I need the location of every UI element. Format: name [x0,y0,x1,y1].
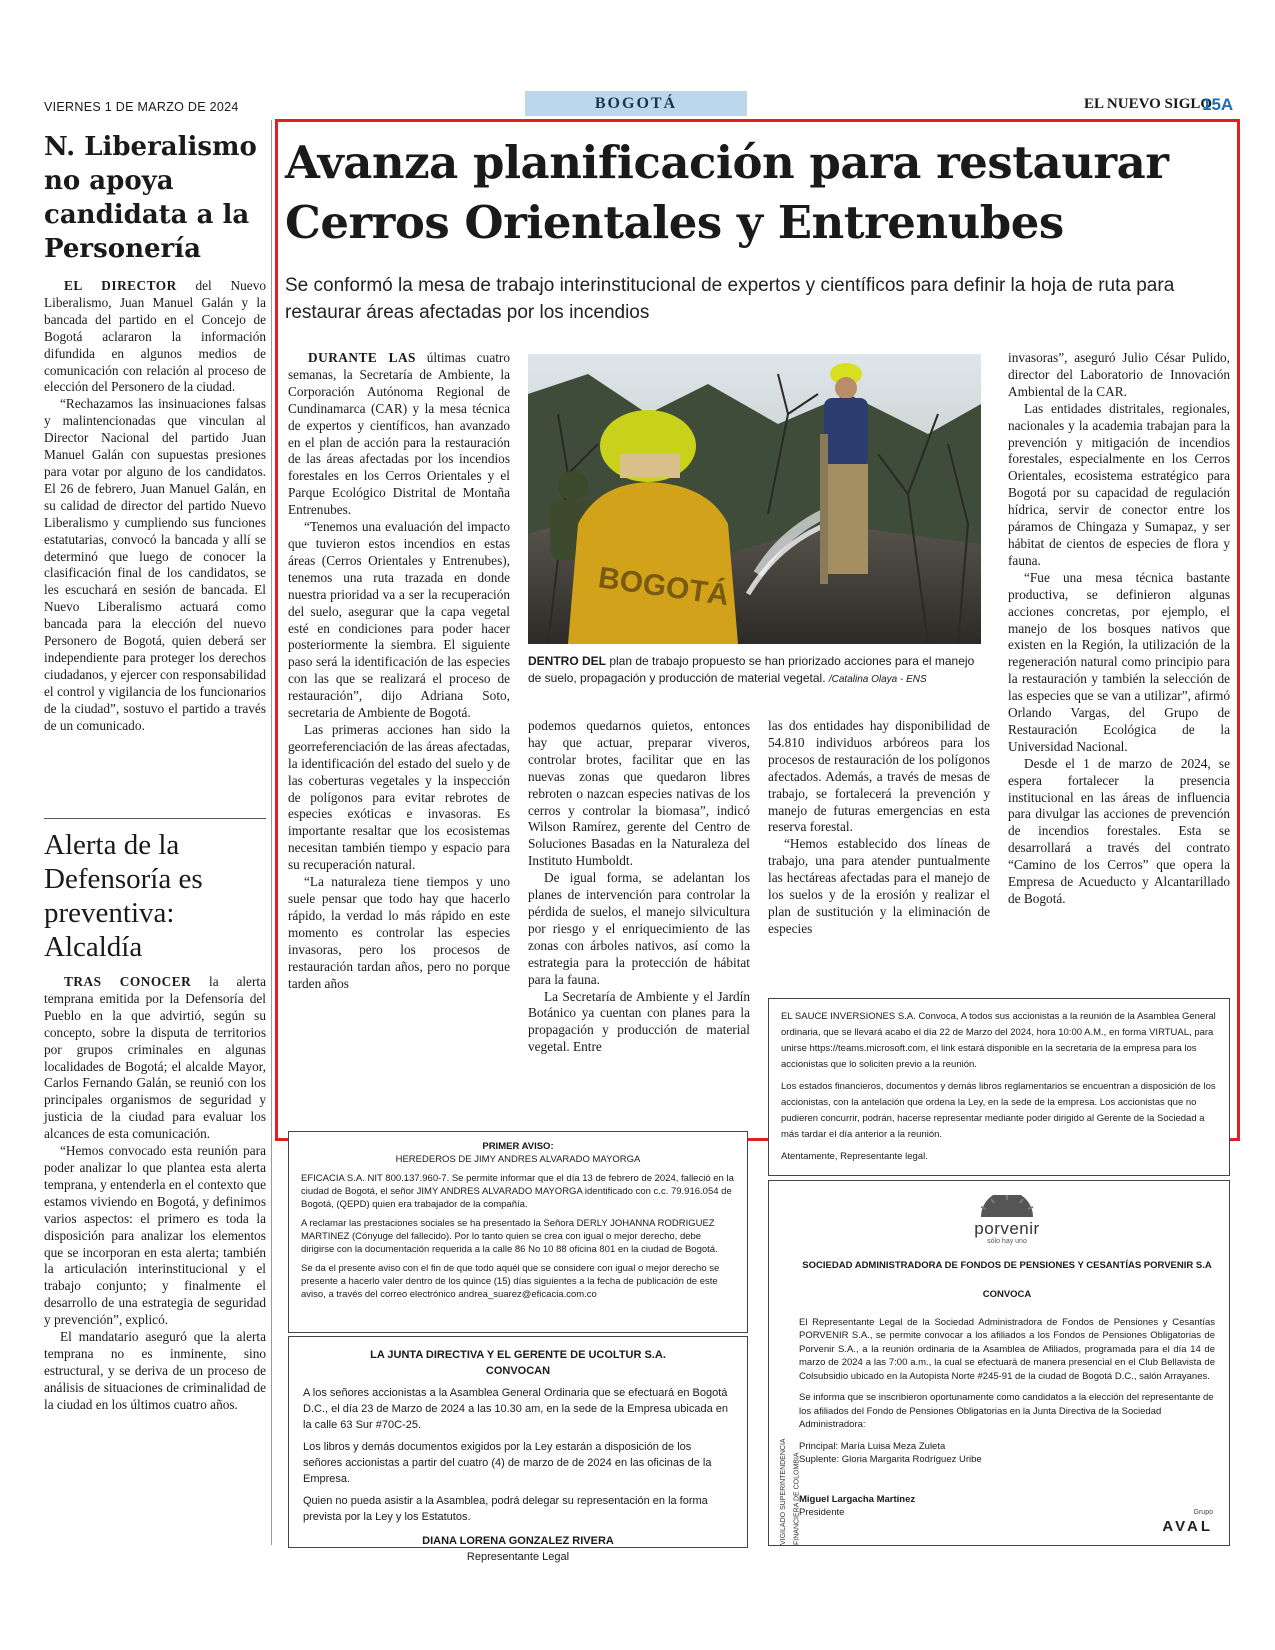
notice-role: Presidente [799,1507,845,1518]
lead-in: DURANTE LAS [308,350,416,365]
aval-group-label: Grupo [1193,1509,1213,1516]
logo-tagline: sólo hay uno [987,1238,1027,1245]
highlight-frame [275,119,1240,1141]
paragraph: invasoras”, aseguró Julio César Pulido, director del Laboratorio de Innovación Ambiental de la CAR. [1008,350,1230,399]
notice-subtitle: CONVOCAN [485,1365,551,1377]
article-alerta-defensoria [44,828,266,1414]
notice-role: Representante Legal [466,1551,570,1563]
paragraph: “Hemos establecido dos líneas de trabajo, una para atender puntualmente las hectáreas afectadas para el manejo de los suelos y de la erosión y realizar el plan de sustitución y la eliminación de especies [768,836,990,936]
article-nuevo-liberalismo [44,130,266,734]
notice-text: A reclamar las prestaciones sociales se ha presentado la Señora DERLY JOHANNA RODRIGUEZ MARTINEZ (Cónyuge del fallecido). Por lo tanto quien se crea con igual o mejor derecho, debe dirigirse con la documentación requerida a la calle 86 No 10 88 oficina 801 en la ciudad de Bogotá. [301,1218,718,1255]
lead-in: TRAS CONOCER [64,974,192,989]
notice-el-sauce [768,998,1230,1176]
paragraph: “Rechazamos las insinuaciones falsas y malintencionadas que vinculan al Director Nacional del partido Juan Manuel Galán con supuestas presiones para votar por alguno de los candidatos. El 26 de febrero, Juan Manuel Galán, en su calidad de director del partido Nuevo Liberalismo y cumpliendo sus funciones estatutarias, convocó la bancada y allí se determinó que luego de conocer la clasificación final de los candidatos, se les escuchará en sesión de bancada. El Nuevo Liberalismo actuará como bancada para la elección del nuevo Personero de Bogotá, quien deberá ser independiente para proteger los derechos ciudadanos, y ejercer con responsabilidad el control y vigilancia de los funcionarios de la ciudad”, sostuvo el partido a través de un comunicado. [44,396,266,733]
jacket-lettering: BOGOTÁ [596,561,732,613]
notice-text: El Representante Legal de la Sociedad Administradora de Fondos de Pensiones y Cesantías PORVENIR S.A., se permite convocar a los afiliados a los Fondos de Pensiones Obligatorias de Porvenir S.A., a la reunión ordinaria de la Asamblea de Afiliados, programada para el día 14 de marzo de 2024 a las 7:00 a.m., la cual se efectuará de manera presencial en el Club Bellavista de Colsubsidio ubicado en la Autopista Norte #245-91 de la ciudad de Bogotá D.C., salón Arrayanes. [799,1316,1215,1382]
paragraph: “Hemos convocado esta reunión para poder analizar lo que plantea esta alerta temprana, y entenderla en el contexto que estamos viviendo en Bogotá, y definimos varios aspectos: el primero es toda la disposición para analizar los elementos que se incorporan en esta alerta; también la articulación interinstitucional y el trabajo conjunto; y finalmente el desarrollo de una estrategia de seguridad y prevención”, explicó. [44,1143,266,1328]
notice-subtitle: HEREDEROS DE JIMY ANDRES ALVARADO MAYORGA [395,1154,641,1165]
notice-signer: DIANA LORENA GONZALEZ RIVERA [422,1535,614,1547]
paragraph: Las entidades distritales, regionales, nacionales y la academia trabajan para la prevención y mitigación de incendios forestales, especialmente en los Cerros Orientales, ecosistema estratégico para Bogotá por su capacidad de regulación hídrica, servir de conector entre los páramos de Chingaza y Sumapaz, y ser hábitat de cientos de especies de flora y fauna. [1008,400,1230,568]
newspaper-masthead: EL NUEVO SIGLO [1084,96,1213,112]
notice-text: A los señores accionistas a la Asamblea General Ordinaria que se efectuará en Bogotá D.C., el día 23 de Marzo de 2024 a las 10.30 am, en la sede de la Empresa ubicada en la calle 63 Sur #70C-25. [303,1387,728,1431]
main-deck: Se conformó la mesa de trabajo interinstitucional de expertos y científicos para definir la hoja de ruta para restaurar áreas afectadas por los incendios [285,275,1175,323]
paragraph: La Secretaría de Ambiente y el Jardín Botánico ya cuentan con planes para la propagación y producción de material vegetal. Entre [528,988,750,1055]
issue-date: VIERNES 1 DE MARZO DE 2024 [44,100,239,114]
vigilado-label: VIGILADO SUPERINTENDENCIA FINANCIERA DE COLOMBIA [780,1438,801,1545]
candidate-principal: Principal: María Luisa Meza Zuleta [799,1440,946,1452]
article-body [44,278,266,734]
article-headline: Alerta de la Defensoría es preventiva: Alcaldía [44,829,203,963]
section-label: BOGOTÁ [525,91,747,116]
aval-label: AVAL [1162,1517,1213,1535]
caption-text: plan de trabajo propuesto se han priorizado acciones para el manejo de suelo, propagación y producción de material vegetal. [528,654,975,685]
paragraph: la alerta temprana emitida por la Defensoría del Pueblo en la que advirtió, según su concepto, sobre la disputa de territorios por grupos criminales en algunas localidades de Bogotá; el alcalde Mayor, Carlos Fernando Galán, se reunió con los principales organismos de seguridad y justicia de la ciudad para evaluar los alcances de esta comunicación. [44,974,266,1142]
article-body [44,974,266,1414]
photo-credit: /Catalina Olaya - ENS [828,674,927,685]
lead-in: EL DIRECTOR [64,278,177,293]
notice-text: Los estados financieros, documentos y demás libros reglamentarios se encuentran a disposición de los accionistas, con la antelación que ordena la Ley, en la sede de la empresa. Los accionistas que no pudieren concurrir, podrán, hacerse representar mediante poder dirigido al Gerente de la Sociedad a más tardar el día anterior a la reunión. [781,1081,1216,1140]
notice-porvenir [768,1180,1230,1546]
sun-logo-icon [977,1195,1037,1217]
logo-text: porvenir [974,1218,1040,1238]
article-divider [44,818,266,819]
notice-text: Los libros y demás documentos exigidos por la Ley estarán a disposición de los señores accionistas a partir del cuatro (4) de marzo de de 2024 en las oficinas de la Empresa. [303,1441,712,1485]
column-rule [271,120,272,1545]
notice-signoff: Atentamente, Representante legal. [781,1151,928,1162]
grupo-aval-logo [1162,1506,1213,1533]
paragraph: “Tenemos una evaluación del impacto que tuvieron estos incendios en estas áreas (Cerros Orientales y Entrenubes), tenemos una ruta trazada en donde nuestra prioridad va a ser la recuperación del suelo, asegurar que la capa vegetal esté en condiciones para poder hacer posteriormente la siembra. El siguiente paso será la identificación de las especies con las que se realizará el proceso de restauración”, dijo Adriana Soto, secretaria de Ambiente de Bogotá. [288,519,510,721]
paragraph: “Fue una mesa técnica bastante productiva, se definieron algunas acciones concretas, por ejemplo, el manejo de los bosques nativos que existen en la Región, la utilización de la regeneración natural como principio para la restauración y también la selección de las especies que se van a utilizar”, afirmó Orlando Vargas, del Grupo de Restauración Ecológica de la Universidad Nacional. [1008,569,1230,754]
main-headline: Avanza planificación para restaurar Cerros Orientales y Entrenubes [285,136,1169,249]
article-headline: N. Liberalismo no apoya candidata a la Personería [44,132,257,264]
notice-eficacia [288,1131,748,1333]
caption-lead: DENTRO DEL [528,654,606,668]
paragraph: últimas cuatro semanas, la Secretaría de Ambiente, la Corporación Autónoma Regional de Cundinamarca (CAR) y la mesa técnica de expertos y científicos, han avanzado en el plan de acción para la restauración de las áreas afectadas por los incendios forestales en los Cerros Orientales y el Parque Ecológico Distrital de Montaña Entrenubes. [288,350,510,518]
notice-text: EL SAUCE INVERSIONES S.A. Convoca, A todos sus accionistas a la reunión de la Asamblea General ordinaria, que se llevará acabo el día 22 de Marzo del 2024, hora 10:00 A.M., en forma VIRTUAL, para unirse https://teams.microsoft.com, el link estará disponible en la secretaria de la empresa para los accionistas que lo soliciten previo a la reunión. [781,1011,1216,1070]
page-number: 15A [1202,95,1234,114]
paragraph: El mandatario aseguró que la alerta temprana no es inminente, sino estructural, y se deriva de un proceso de análisis de situaciones de criminalidad de la ciudad en los últimos cuatro años. [44,1329,266,1412]
paragraph: del Nuevo Liberalismo, Juan Manuel Galán y la bancada del partido en el Concejo de Bogotá aclararon la información difundida en algunos medios de comunicación con relación al proceso de elección del Personero de la ciudad. [44,278,266,395]
notice-text: EFICACIA S.A. NIT 800.137.960-7. Se permite informar que el día 13 de febrero de 2024, falleció en la ciudad de Bogotá, el señor JIMY ANDRES ALVARADO MAYORGA identificado con c.c. 79.916.054 de Bogotá, (QEPD) quien era trabajador de la compañía. [301,1173,734,1210]
notice-subtitle: CONVOCA [982,1289,1032,1300]
notice-title: PRIMER AVISO: [482,1141,554,1152]
notice-title: SOCIEDAD ADMINISTRADORA DE FONDOS DE PENSIONES Y CESANTÍAS PORVENIR S.A [802,1259,1212,1271]
paragraph: “La naturaleza tiene tiempos y uno suele pensar que todo hay que hacerlo rápido, la verdad lo más rápido en este momento es controlar las especies invasoras, pero los procesos de restauración tardan años, pero no porque tarden años [288,874,510,991]
notice-ucoltur [288,1336,748,1563]
paragraph: Las primeras acciones han sido la georreferenciación de las áreas afectadas, la identificación del estado del suelo y de las coberturas vegetales y la inspección de polígonos para evitar rebrotes de especies exóticas e invasoras. Es importante resaltar que los ecosistemas necesitan también tiempo y espacio para su recuperación natural. [288,721,510,873]
notice-text: Quien no pueda asistir a la Asamblea, podrá delegar su representación en la forma prevista por la Ley y los Estatutos. [303,1495,708,1523]
notice-signer: Miguel Largacha Martínez [799,1493,916,1505]
notice-text: Se informa que se inscribieron oportunamente como candidatos a la elección del representante de los afiliados del Fondo de Pensiones Obligatorias en la Junta Directiva de la Sociedad Administradora: [799,1392,1214,1430]
notice-text: Se da el presente aviso con el fin de que todo aquél que se considere con igual o mejor derecho se presente a hacerlo valer dentro de los quince (15) días siguientes a la fecha de publicación de este aviso, a través del correo electrónico andrea_suarez@eficacia.com.co [301,1263,720,1300]
paragraph: De igual forma, se adelantan los planes de intervención para controlar la pérdida de suelos, el manejo silvicultura por riesgo y el enriquecimiento de las zonas con árboles nativos, así como la estrategia para la protección de hábitat para la fauna. [528,870,750,987]
paragraph: las dos entidades hay disponibilidad de 54.810 individuos arbóreos para los procesos de restauración de los polígonos afectados. Además, a través de mesas de trabajo, se fortalecerá la prevención y manejo de futuras emergencias en esta reserva forestal. [768,718,990,835]
notice-title: LA JUNTA DIRECTIVA Y EL GERENTE DE UCOLTUR S.A. [370,1349,666,1361]
porvenir-logo [799,1195,1215,1249]
paragraph: Desde el 1 de marzo de 2024, se espera fortalecer la presencia institucional en las áreas de influencia para divulgar las acciones de prevención de incendios forestales. Esta se desarrollará a través del contrato “Camino de los Cerros” que opera la Empresa de Acueducto y Alcantarillado de Bogotá. [1008,755,1230,906]
paragraph: podemos quedarnos quietos, entonces hay que actuar, preparar viveros, controlar brotes, facilitar que en las nuevas zonas que quedaron libres rebroten o nazcan especies nativas de los cerros y controlar la biomasa”, indicó Wilson Ramírez, gerente del Centro de Soluciones Basadas en la Naturaleza del Instituto Humboldt. [528,718,750,869]
candidate-suplente: Suplente: Gloria Margarita Rodríguez Uribe [799,1454,982,1465]
